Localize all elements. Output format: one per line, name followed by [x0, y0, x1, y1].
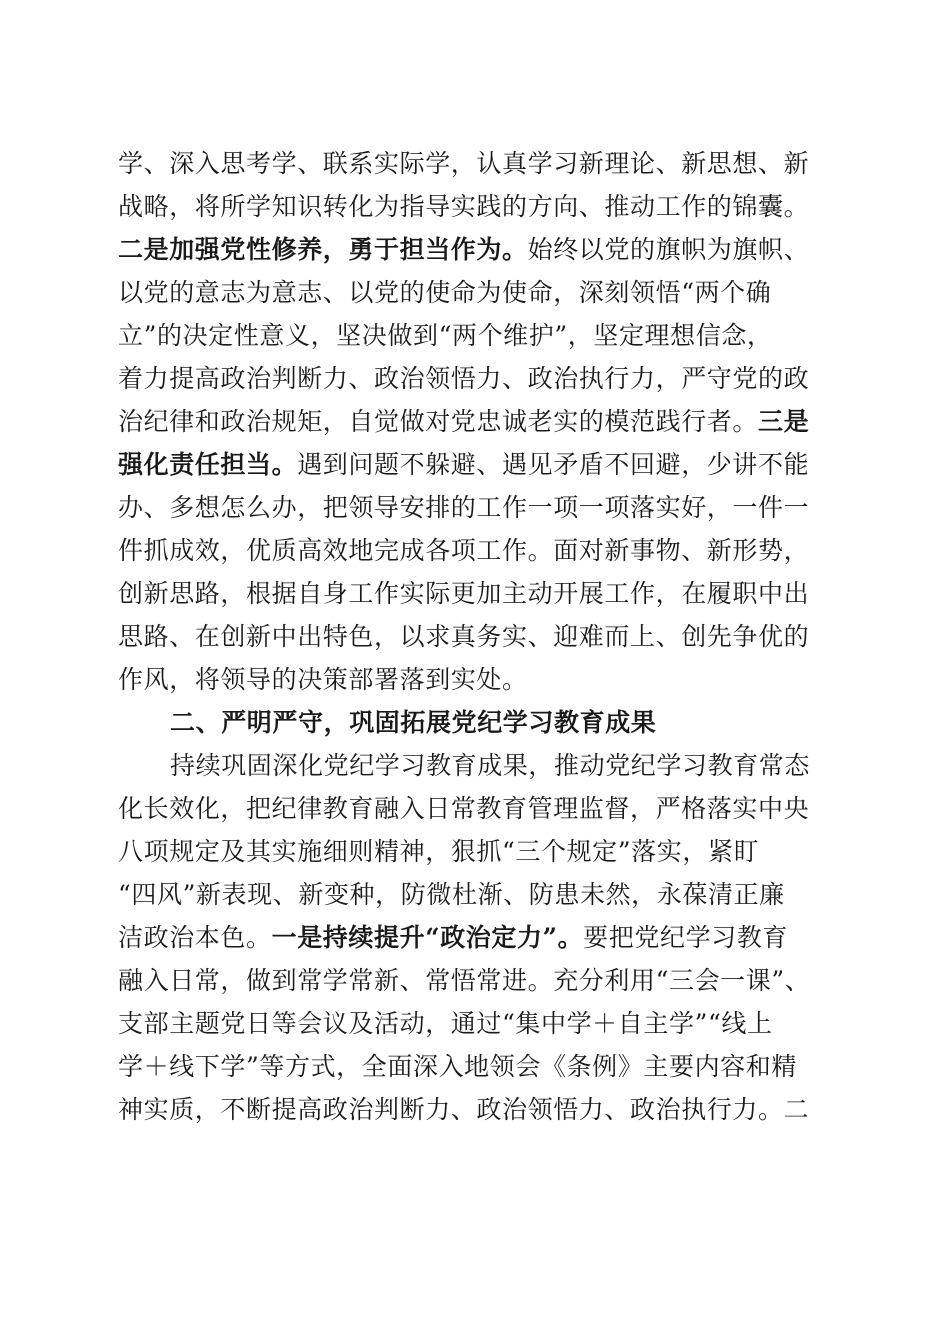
line-text: 遇到问题不躲避、遇见矛盾不回避，少讲不能: [297, 450, 810, 479]
text-line: [118, 448, 832, 482]
bold-lead-text: 二是加强党性修养，勇于担当作为。: [118, 235, 528, 264]
line-text: 学、深入思考学、联系实际学，认真学习新理论、新思想、新: [118, 149, 810, 178]
line-text: 战略，将所学知识转化为指导实践的方向、推动工作的锦囊。: [118, 192, 810, 221]
text-line: [118, 147, 832, 181]
text-line: [118, 921, 832, 955]
line-text: 学＋线下学”等方式，全面深入地领会《条例》主要内容和精: [118, 1052, 797, 1081]
line-text: 始终以党的旗帜为旗帜、: [527, 235, 810, 264]
text-line: [118, 1050, 832, 1084]
line-text: 思路、在创新中出特色，以求真务实、迎难而上、创先争优的: [118, 622, 810, 651]
line-text: 着力提高政治判断力、政治领悟力、政治执行力，严守党的政: [118, 364, 810, 393]
line-text: 融入日常，做到常学常新、常悟常进。充分利用“三会一课”、: [118, 966, 811, 995]
text-line: [170, 749, 884, 783]
text-line: [118, 577, 832, 611]
section-heading-text: 二、严明严守，巩固拓展党纪学习教育成果: [170, 708, 657, 737]
line-text: “四风”新表现、新变种，防微杜渐、防患未然，永葆清正廉: [118, 880, 785, 909]
text-line: [118, 1007, 832, 1041]
line-text: 要把党纪学习教育: [583, 923, 788, 952]
line-text: 支部主题党日等会议及活动，通过“集中学＋自主学”“线上: [118, 1009, 773, 1038]
line-text: 作风，将领导的决策部署落到实处。: [118, 665, 528, 694]
line-text: 洁政治本色。: [118, 923, 272, 952]
text-line: [118, 534, 832, 568]
line-text: 办、多想怎么办，把领导安排的工作一项一项落实好，一件一: [118, 493, 810, 522]
text-line: [118, 663, 832, 697]
bold-lead-text: 一是持续提升“政治定力”。: [271, 923, 584, 952]
text-line: [118, 792, 832, 826]
text-line: [118, 276, 832, 310]
line-text: 八项规定及其实施细则精神，狠抓“三个规定”落实，紧盯: [118, 837, 760, 866]
text-line: [118, 1093, 832, 1127]
text-line: [118, 405, 832, 439]
section-heading: [170, 706, 884, 740]
line-text: 化长效化，把纪律教育融入日常教育管理监督，严格落实中央: [118, 794, 810, 823]
line-text: 立”的决定性意义，坚决做到“两个维护”，坚定理想信念，: [118, 321, 773, 350]
bold-lead-text: 三是: [758, 407, 810, 436]
line-text: 持续巩固深化党纪学习教育成果，推动党纪学习教育常态: [170, 751, 811, 780]
line-text: 治纪律和政治规矩，自觉做对党忠诚老实的模范践行者。: [118, 407, 759, 436]
line-text: 创新思路，根据自身工作实际更加主动开展工作，在履职中出: [118, 579, 810, 608]
text-line: [118, 319, 832, 353]
text-line: [118, 362, 832, 396]
text-line: [118, 491, 832, 525]
text-line: [118, 964, 832, 998]
text-line: [118, 233, 832, 267]
text-line: [118, 620, 832, 654]
text-line: [118, 878, 832, 912]
line-text: 件抓成效，优质高效地完成各项工作。面对新事物、新形势，: [118, 536, 810, 565]
text-line: [118, 835, 832, 869]
line-text: 神实质，不断提高政治判断力、政治领悟力、政治执行力。二: [118, 1095, 810, 1124]
text-line: [118, 190, 832, 224]
line-text: 以党的意志为意志、以党的使命为使命，深刻领悟“两个确: [118, 278, 772, 307]
bold-lead-text: 强化责任担当。: [118, 450, 298, 479]
